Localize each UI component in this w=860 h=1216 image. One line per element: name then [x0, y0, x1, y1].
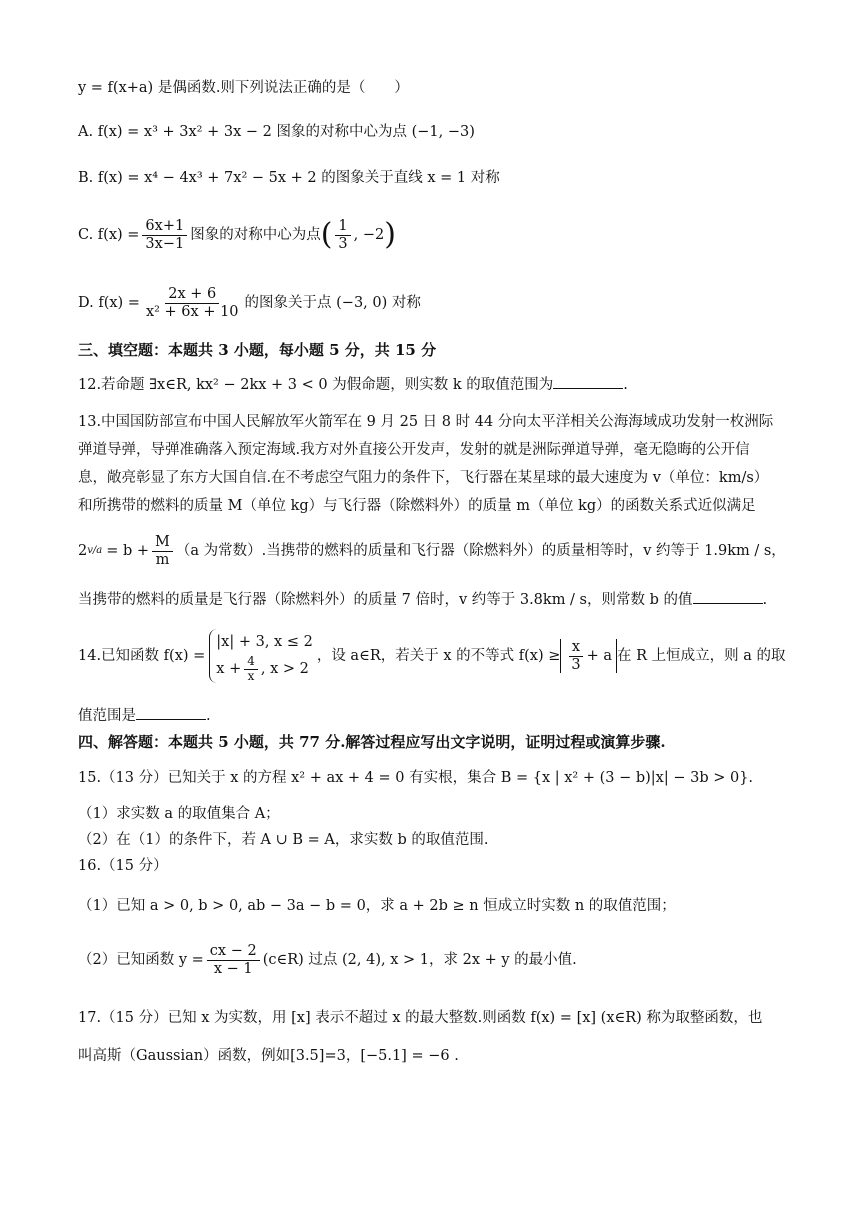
text: 叫高斯（Gaussian）函数，例如[3.5]=3，[−5.1] = −6 .: [78, 1048, 459, 1064]
text: 和所携带的燃料的质量 M（单位 kg）与飞行器（除燃料外）的质量 m（单位 kg）的函数关系式近似满足: [78, 498, 756, 514]
text: （1）已知 a > 0, b > 0, ab − 3a − b = 0，求 a + 2b ≥ n 恒成立时实数 n 的取值范围；: [78, 898, 676, 914]
text: 2: [78, 543, 88, 559]
numerator: 2x + 6: [165, 286, 219, 304]
fraction: [568, 639, 583, 673]
q15-part-2: [78, 828, 780, 852]
answer-blank: [693, 589, 763, 604]
text: , x > 2: [260, 661, 309, 677]
text: .: [206, 708, 211, 724]
q12: [78, 373, 780, 397]
denominator: 3: [571, 656, 581, 673]
text: y = f(x+a) 是偶函数.则下列说法正确的是（ ）: [78, 80, 409, 96]
text: （1）求实数 a 的取值集合 A；: [78, 806, 280, 822]
q13-line-5: [78, 528, 786, 574]
text: 三、填空题：本题共 3 小题，每小题 5 分，共 15 分: [78, 341, 437, 359]
section-heading-answer: [78, 730, 780, 754]
q11-option-b: [78, 166, 780, 190]
fraction: [143, 286, 242, 320]
text: x +: [216, 661, 242, 677]
numerator: 1: [335, 218, 350, 236]
piece-2: [216, 655, 313, 684]
q13-line-4: [78, 494, 780, 518]
numerator: M: [152, 534, 173, 552]
answer-blank: [136, 705, 206, 720]
text: ，设 a∈R，若关于 x 的不等式 f(x) ≥: [316, 648, 561, 664]
q13-line-3: [78, 466, 780, 490]
denominator: 3x−1: [145, 235, 185, 252]
q11-option-d: [78, 280, 780, 326]
q17-line-1: [78, 1006, 780, 1030]
text: 14.已知函数 f(x) =: [78, 648, 206, 664]
numerator: x: [569, 639, 583, 657]
text: 息，敞亮彰显了东方大国自信.在不考虑空气阻力的条件下，飞行器在某星球的最大速度为 v（单位：km/s）: [78, 470, 769, 486]
section-heading-fill-in: [78, 338, 780, 362]
text: 值范围是: [78, 708, 136, 724]
q14-line-2: [78, 704, 780, 728]
text: 当携带的燃料的质量是飞行器（除燃料外）的质量 7 倍时，v 约等于 3.8km / s，则常数 b 的值: [78, 592, 693, 608]
numerator: 4: [244, 655, 258, 670]
text: 四、解答题：本题共 5 小题，共 77 分.解答过程应写出文字说明，证明过程或演算步骤.: [78, 733, 666, 751]
paren: ): [384, 217, 396, 252]
q11-stem-tail: [78, 76, 780, 100]
text: 的图象关于点 (−3, 0) 对称: [244, 295, 421, 311]
text: 17.（15 分）已知 x 为实数，用 [x] 表示不超过 x 的最大整数.则函数 f(x) = [x] (x∈R) 称为取整函数，也: [78, 1010, 763, 1026]
text: A. f(x) = x³ + 3x² + 3x − 2 图象的对称中心为点 (−1, −3): [78, 124, 475, 140]
text: C. f(x) =: [78, 227, 140, 243]
text: 13.中国国防部宣布中国人民解放军火箭军在 9 月 25 日 8 时 44 分向太平洋相关公海海域成功发射一枚洲际: [78, 414, 774, 430]
answer-blank: [553, 374, 623, 389]
q13-line-2: [78, 438, 780, 462]
text: 12.若命题 ∃x∈R, kx² − 2kx + 3 < 0 为假命题，则实数 k 的取值范围为: [78, 377, 554, 393]
denominator: x − 1: [213, 960, 253, 977]
text: 15.（13 分）已知关于 x 的方程 x² + ax + 4 = 0 有实根，集合 B = {x | x² + (3 − b)|x| − 3b > 0}.: [78, 770, 754, 786]
absolute-value: [560, 639, 617, 673]
q16: [78, 854, 780, 878]
numerator: 6x+1: [142, 218, 187, 236]
text: .: [762, 592, 768, 608]
q16-part-2: [78, 936, 780, 984]
q11-option-c: [78, 212, 780, 258]
text: （a 为常数）.当携带的燃料的质量和飞行器（除燃料外）的质量相等时，v 约等于 1.9km / s，: [175, 543, 786, 559]
denominator: m: [155, 551, 170, 568]
text: 在 R 上恒成立，则 a 的取: [617, 648, 786, 664]
text: 图象的对称中心为点: [190, 227, 321, 243]
q14: [78, 620, 786, 692]
q15-part-1: [78, 802, 780, 826]
fraction: [335, 218, 350, 252]
text: 16.（15 分）: [78, 858, 168, 874]
text: + a: [586, 648, 612, 664]
numerator: cx − 2: [207, 943, 260, 961]
q13-line-1: [78, 410, 780, 434]
denominator: x: [247, 668, 255, 683]
q15: [78, 766, 780, 790]
exponent: v/a: [87, 545, 103, 556]
paren: (: [320, 217, 333, 252]
text: （2）已知函数 y =: [78, 952, 204, 968]
fraction: [142, 218, 187, 252]
fraction: [244, 655, 258, 684]
text: B. f(x) = x⁴ − 4x³ + 7x² − 5x + 2 的图象关于直线 x = 1 对称: [78, 170, 500, 186]
piece-1: |x| + 3, x ≤ 2: [216, 633, 313, 650]
denominator: x² + 6x + 10: [145, 303, 239, 320]
q11-option-a: [78, 120, 780, 144]
denominator: 3: [338, 235, 348, 252]
text: = b +: [106, 543, 150, 559]
piecewise-brace: [209, 629, 313, 684]
text: , −2: [353, 227, 385, 243]
q13-line-6: [78, 588, 780, 612]
fraction: [152, 534, 173, 568]
q17-line-2: [78, 1044, 780, 1068]
text: (c∈R) 过点 (2, 4), x > 1，求 2x + y 的最小值.: [262, 952, 577, 968]
text: D. f(x) =: [78, 295, 140, 311]
text: 弹道导弹，导弹准确落入预定海域.我方对外直接公开发声，发射的就是洲际弹道导弹，毫无隐晦的公开信: [78, 442, 750, 458]
fraction: [207, 943, 260, 977]
q16-part-1: [78, 894, 780, 918]
text: （2）在（1）的条件下，若 A ∪ B = A，求实数 b 的取值范围.: [78, 832, 489, 848]
text: .: [623, 377, 628, 393]
